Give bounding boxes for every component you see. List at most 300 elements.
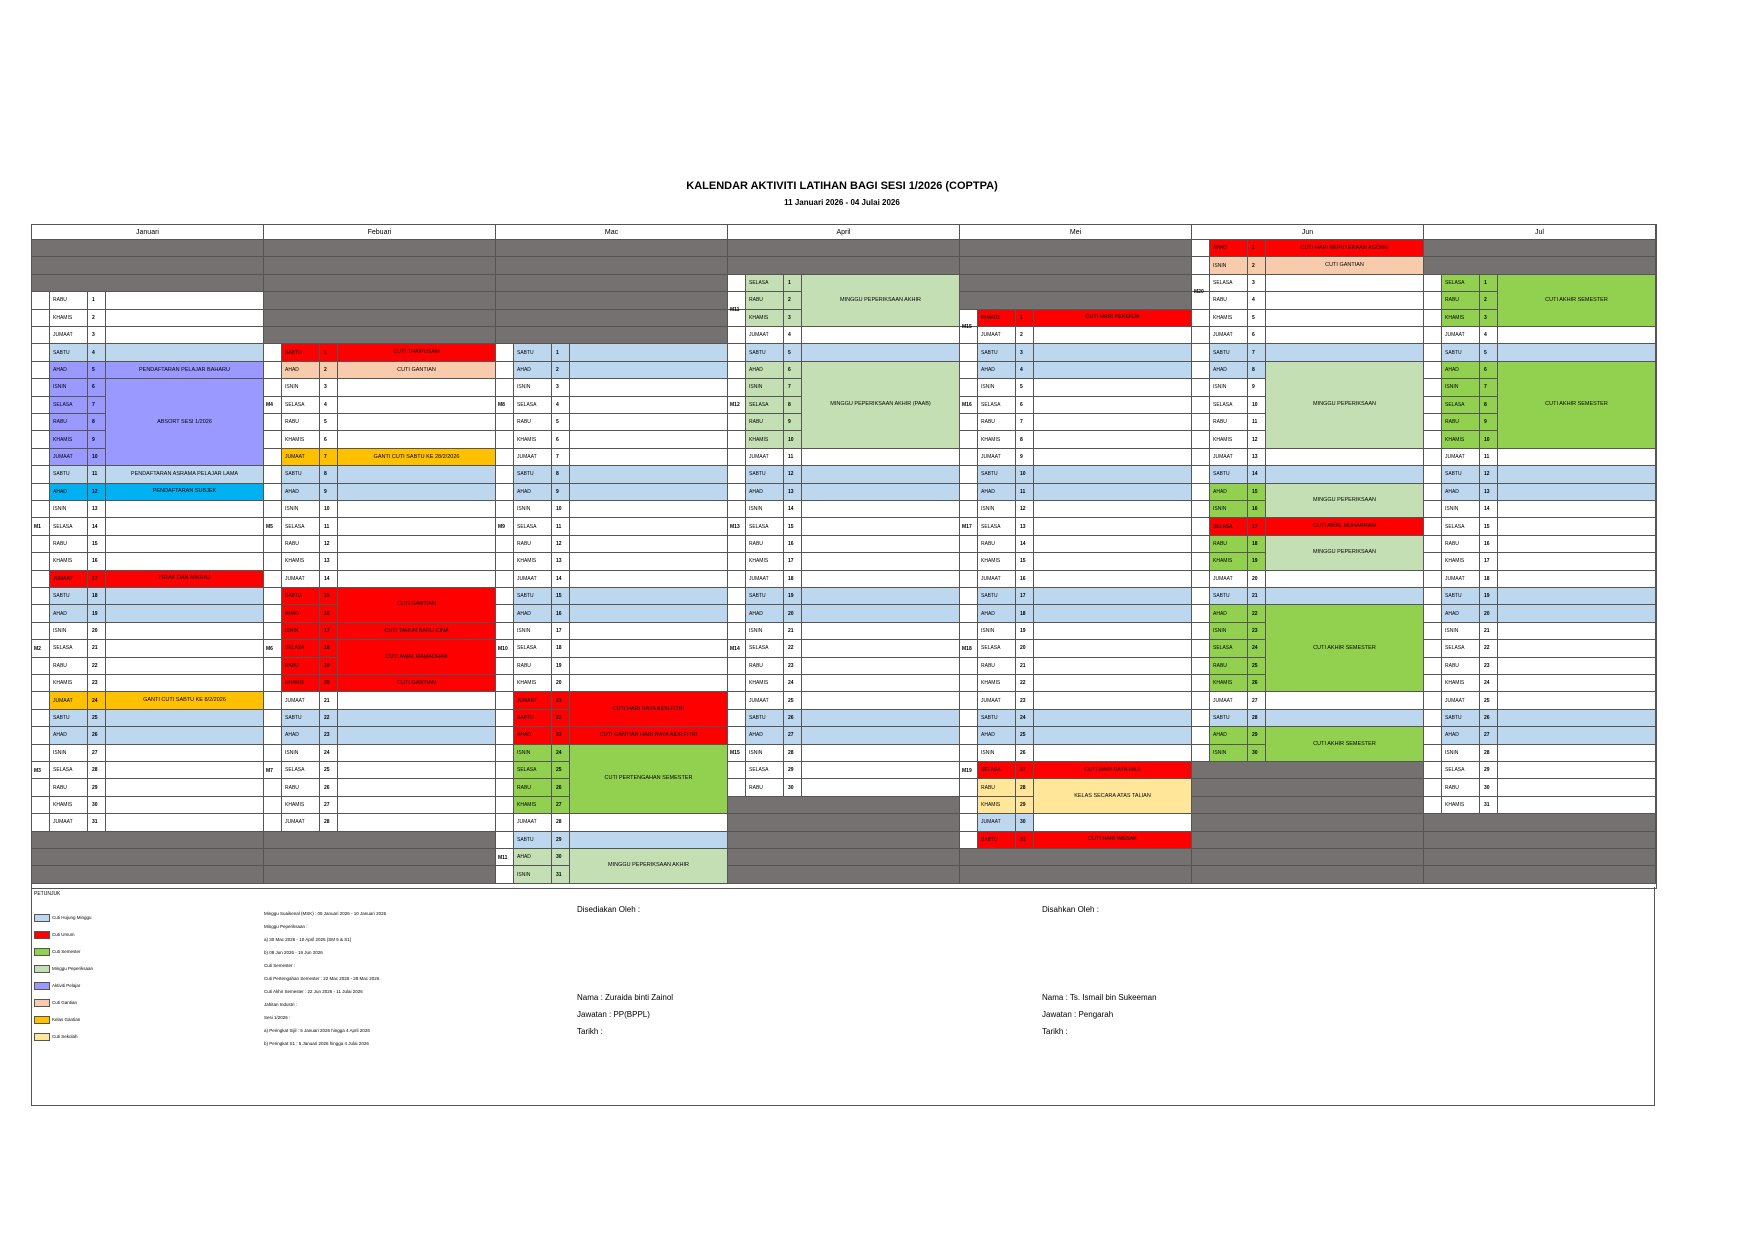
legend-label: Cuti Semester	[52, 949, 81, 954]
week-col-cell	[32, 536, 50, 553]
event-label: CUTI HARI PEKERJA	[1034, 310, 1192, 327]
day-name: AHAD	[1442, 484, 1480, 501]
event-cell-empty	[1034, 344, 1192, 361]
day-name: JUMAAT	[978, 814, 1016, 831]
day-name: SABTU	[282, 710, 320, 727]
date-number: 24	[320, 745, 338, 762]
week-col-cell	[496, 536, 514, 553]
date-number: 21	[1016, 658, 1034, 675]
blank-cell	[1192, 832, 1424, 849]
blank-cell	[1192, 797, 1424, 814]
day-name: RABU	[978, 658, 1016, 675]
day-name: KHAMIS	[1442, 797, 1480, 814]
day-name: SABTU	[1210, 344, 1248, 361]
week-col-cell	[728, 658, 746, 675]
day-name: SELASA	[1210, 518, 1248, 535]
date-number: 20	[320, 675, 338, 692]
date-number: 5	[320, 414, 338, 431]
day-name: SELASA	[514, 397, 552, 414]
day-name: RABU	[50, 779, 88, 796]
day-name: SELASA	[282, 518, 320, 535]
blank-cell	[32, 257, 264, 274]
event-cell-empty	[570, 675, 728, 692]
event-cell-empty	[106, 745, 264, 762]
blank-cell	[728, 832, 960, 849]
week-col-cell	[1424, 466, 1442, 483]
event-cell-empty	[802, 327, 960, 344]
week-col-cell	[32, 814, 50, 831]
date-number: 10	[1480, 431, 1498, 448]
day-name: JUMAAT	[978, 692, 1016, 709]
event-cell-empty	[1034, 536, 1192, 553]
blank-cell	[496, 327, 728, 344]
event-cell-empty	[802, 779, 960, 796]
date-number: 6	[552, 431, 570, 448]
week-col-cell	[496, 866, 514, 883]
date-number: 1	[88, 292, 106, 309]
week-col-cell	[496, 692, 514, 709]
week-col-cell	[496, 379, 514, 396]
date-number: 1	[784, 275, 802, 292]
week-col-cell	[1192, 553, 1210, 570]
date-number: 22	[88, 658, 106, 675]
day-name: SELASA	[1210, 640, 1248, 657]
legend-swatch	[34, 999, 50, 1007]
week-col-cell	[32, 397, 50, 414]
week-label: M8	[498, 402, 505, 409]
date-number: 9	[1480, 414, 1498, 431]
event-label: ISRAK DAN MIKRAJ	[106, 571, 264, 588]
event-cell-empty	[106, 501, 264, 518]
day-name: JUMAAT	[1442, 692, 1480, 709]
date-number: 26	[1016, 745, 1034, 762]
note-line: Jahitan Industri :	[264, 1002, 298, 1007]
day-name: AHAD	[746, 605, 784, 622]
prepared-heading: Disediakan Oleh :	[577, 905, 641, 914]
week-col-cell	[1192, 640, 1210, 657]
event-cell-empty	[106, 344, 264, 361]
day-name: ISNIN	[514, 379, 552, 396]
event-cell-empty	[570, 832, 728, 849]
event-cell-empty	[1266, 466, 1424, 483]
date-number: 14	[552, 571, 570, 588]
date-number: 3	[1248, 275, 1266, 292]
event-cell-empty	[570, 553, 728, 570]
date-number: 23	[1248, 623, 1266, 640]
day-name: SABTU	[978, 466, 1016, 483]
month-header-jul: Jul	[1424, 225, 1656, 240]
date-number: 9	[1248, 379, 1266, 396]
date-number: 21	[1248, 588, 1266, 605]
day-name: JUMAAT	[282, 449, 320, 466]
date-number: 4	[88, 344, 106, 361]
week-col-cell	[960, 553, 978, 570]
day-name: SELASA	[1442, 762, 1480, 779]
event-cell-empty	[1266, 692, 1424, 709]
week-col-cell	[32, 658, 50, 675]
event-cell-empty	[802, 605, 960, 622]
week-col-cell	[960, 710, 978, 727]
day-name: RABU	[1442, 292, 1480, 309]
date-number: 14	[320, 571, 338, 588]
day-name: RABU	[1210, 292, 1248, 309]
day-name: JUMAAT	[282, 692, 320, 709]
blank-cell	[264, 832, 496, 849]
event-cell-empty	[570, 536, 728, 553]
week-col-cell	[1192, 379, 1210, 396]
event-label: CUTI GANTIAN	[338, 362, 496, 379]
week-col-cell	[264, 414, 282, 431]
day-name: KHAMIS	[282, 431, 320, 448]
day-name: JUMAAT	[746, 327, 784, 344]
date-number: 31	[1480, 797, 1498, 814]
event-cell-empty	[802, 466, 960, 483]
week-col-cell	[1424, 745, 1442, 762]
day-name: SELASA	[746, 762, 784, 779]
day-name: SABTU	[746, 710, 784, 727]
day-name: JUMAAT	[1210, 692, 1248, 709]
blank-cell	[32, 849, 264, 866]
legend-label: Minggu Peperiksaan	[52, 966, 94, 971]
event-cell-empty	[338, 397, 496, 414]
legend-item	[34, 1015, 80, 1024]
day-name: RABU	[978, 779, 1016, 796]
date-number: 10	[784, 431, 802, 448]
day-name: RABU	[282, 414, 320, 431]
week-col-cell	[1424, 292, 1442, 309]
week-col-cell	[960, 745, 978, 762]
week-col-cell	[264, 588, 282, 605]
date-number: 11	[320, 518, 338, 535]
legend-item	[34, 1032, 78, 1041]
week-col-cell	[1192, 414, 1210, 431]
week-col-cell	[32, 588, 50, 605]
date-number: 14	[784, 501, 802, 518]
event-cell-empty	[106, 605, 264, 622]
day-name: AHAD	[514, 727, 552, 744]
event-cell-empty	[802, 571, 960, 588]
date-number: 12	[1248, 431, 1266, 448]
date-number: 29	[1248, 727, 1266, 744]
legend-item	[34, 947, 81, 956]
event-cell-empty	[338, 745, 496, 762]
day-name: SABTU	[514, 588, 552, 605]
day-name: JUMAAT	[1442, 571, 1480, 588]
event-cell-empty	[106, 710, 264, 727]
date-number: 25	[1480, 692, 1498, 709]
event-label: CUTI HARI WESAK	[1034, 832, 1192, 849]
day-name: AHAD	[1210, 240, 1248, 257]
event-label: CUTI AKHIR SEMESTER	[1498, 275, 1656, 327]
date-number: 11	[1016, 484, 1034, 501]
week-col-cell	[32, 553, 50, 570]
week-col-cell	[728, 605, 746, 622]
date-number: 27	[320, 797, 338, 814]
day-name: KHAMIS	[1210, 553, 1248, 570]
event-cell-empty	[570, 518, 728, 535]
event-cell-empty	[1498, 675, 1656, 692]
day-name: KHAMIS	[1210, 675, 1248, 692]
day-name: SELASA	[50, 397, 88, 414]
week-col-cell	[1424, 588, 1442, 605]
day-name: JUMAAT	[50, 327, 88, 344]
event-label: CUTI GANTIAN	[338, 675, 496, 692]
date-number: 10	[552, 501, 570, 518]
date-number: 12	[784, 466, 802, 483]
event-cell-empty	[802, 658, 960, 675]
day-name: AHAD	[514, 362, 552, 379]
event-cell-empty	[338, 692, 496, 709]
event-cell-empty	[1034, 692, 1192, 709]
week-col-cell	[496, 658, 514, 675]
date-number: 16	[320, 605, 338, 622]
blank-cell	[1424, 832, 1656, 849]
day-name: ISNIN	[282, 379, 320, 396]
day-name: SABTU	[50, 466, 88, 483]
date-number: 20	[784, 605, 802, 622]
page-subtitle: 11 Januari 2026 - 04 Julai 2026	[784, 198, 900, 207]
legend-swatch	[34, 965, 50, 973]
day-name: ISNIN	[50, 623, 88, 640]
event-label: GANTI CUTI SABTU KE 28/2/2026	[338, 449, 496, 466]
event-cell-empty	[338, 779, 496, 796]
week-col-cell	[496, 762, 514, 779]
note-line: Cuti Akhir Semester : 22 Jun 2026 - 11 Julai 2026	[264, 989, 363, 994]
week-col-cell	[264, 727, 282, 744]
day-name: SELASA	[282, 640, 320, 657]
blank-cell	[1424, 849, 1656, 866]
date-number: 16	[88, 553, 106, 570]
day-name: KHAMIS	[746, 553, 784, 570]
event-cell-empty	[1498, 588, 1656, 605]
day-name: JUMAAT	[514, 692, 552, 709]
day-name: ISNIN	[50, 379, 88, 396]
week-col-cell	[1192, 327, 1210, 344]
day-name: SABTU	[1442, 466, 1480, 483]
day-name: ISNIN	[514, 866, 552, 883]
date-number: 20	[1248, 571, 1266, 588]
blank-cell	[32, 832, 264, 849]
event-cell-empty	[1034, 501, 1192, 518]
week-col-cell	[960, 605, 978, 622]
week-col-cell	[728, 710, 746, 727]
day-name: JUMAAT	[282, 814, 320, 831]
day-name: RABU	[282, 658, 320, 675]
day-name: SABTU	[1442, 710, 1480, 727]
event-cell-empty	[1266, 449, 1424, 466]
day-name: RABU	[1210, 658, 1248, 675]
date-number: 12	[1016, 501, 1034, 518]
day-name: RABU	[50, 536, 88, 553]
date-number: 24	[1248, 640, 1266, 657]
day-name: ISNIN	[514, 623, 552, 640]
date-number: 12	[88, 484, 106, 501]
day-name: SABTU	[1442, 344, 1480, 361]
week-col-cell	[496, 710, 514, 727]
date-number: 26	[784, 710, 802, 727]
date-number: 3	[552, 379, 570, 396]
event-cell-empty	[1034, 397, 1192, 414]
day-name: ISNIN	[282, 623, 320, 640]
blank-cell	[1424, 257, 1656, 274]
day-name: AHAD	[282, 727, 320, 744]
week-col-cell	[32, 310, 50, 327]
date-number: 11	[88, 466, 106, 483]
date-number: 26	[88, 727, 106, 744]
date-number: 4	[784, 327, 802, 344]
day-name: RABU	[1210, 414, 1248, 431]
day-name: SELASA	[1210, 397, 1248, 414]
event-cell-empty	[570, 658, 728, 675]
day-name: KHAMIS	[514, 797, 552, 814]
date-number: 15	[552, 588, 570, 605]
week-col-cell	[32, 379, 50, 396]
day-name: AHAD	[978, 605, 1016, 622]
day-name: SABTU	[1442, 588, 1480, 605]
date-number: 5	[88, 362, 106, 379]
date-number: 31	[88, 814, 106, 831]
day-name: SABTU	[514, 710, 552, 727]
week-label: M3	[34, 767, 41, 774]
week-col-cell	[264, 623, 282, 640]
month-header-jun: Jun	[1192, 225, 1424, 240]
date-number: 15	[784, 518, 802, 535]
week-col-cell	[496, 362, 514, 379]
date-number: 3	[1016, 344, 1034, 361]
week-col-cell	[1424, 397, 1442, 414]
note-line: Minggu Suaikenal (MSK) : 05 Januari 2026 - 10 Januari 2026	[264, 911, 387, 916]
day-name: ISNIN	[978, 745, 1016, 762]
day-name: SELASA	[1210, 275, 1248, 292]
week-col-cell	[1192, 344, 1210, 361]
week-col-cell	[960, 814, 978, 831]
date-number: 2	[784, 292, 802, 309]
event-cell-empty	[570, 362, 728, 379]
date-number: 26	[1480, 710, 1498, 727]
week-col-cell	[1424, 414, 1442, 431]
day-name: JUMAAT	[514, 571, 552, 588]
date-number: 14	[1248, 466, 1266, 483]
week-label: M15	[962, 324, 972, 330]
event-cell-empty	[802, 588, 960, 605]
date-number: 8	[1016, 431, 1034, 448]
week-col-cell	[32, 449, 50, 466]
week-col-cell	[1192, 623, 1210, 640]
date-number: 4	[1016, 362, 1034, 379]
date-number: 14	[88, 518, 106, 535]
date-number: 20	[88, 623, 106, 640]
month-header-januari: Januari	[32, 225, 264, 240]
week-col-cell	[264, 779, 282, 796]
blank-cell	[728, 866, 960, 883]
event-cell-empty	[1266, 310, 1424, 327]
event-cell-empty	[570, 449, 728, 466]
blank-cell	[960, 866, 1192, 883]
day-name: RABU	[514, 658, 552, 675]
event-cell-empty	[570, 814, 728, 831]
event-cell-empty	[1034, 449, 1192, 466]
date-number: 2	[1016, 327, 1034, 344]
week-col-cell	[1192, 710, 1210, 727]
event-cell-empty	[1034, 605, 1192, 622]
blank-cell	[960, 275, 1192, 292]
date-number: 29	[552, 832, 570, 849]
week-col-cell	[728, 779, 746, 796]
date-number: 1	[1016, 310, 1034, 327]
event-label: CUTI HARI RAYA AIDILFITRI	[570, 692, 728, 727]
week-col-cell	[32, 779, 50, 796]
week-col-cell	[496, 605, 514, 622]
date-number: 10	[320, 501, 338, 518]
date-number: 17	[1248, 518, 1266, 535]
week-col-cell	[728, 762, 746, 779]
day-name: SELASA	[514, 518, 552, 535]
date-number: 18	[552, 640, 570, 657]
day-name: KHAMIS	[514, 675, 552, 692]
date-number: 14	[1016, 536, 1034, 553]
event-cell-empty	[802, 675, 960, 692]
day-name: SELASA	[50, 518, 88, 535]
week-col-cell	[32, 797, 50, 814]
day-name: AHAD	[50, 605, 88, 622]
week-col-cell	[1424, 501, 1442, 518]
event-label: MINGGU PEPERIKSAAN AKHIR	[802, 275, 960, 327]
blank-cell	[264, 240, 496, 257]
blank-cell	[728, 797, 960, 814]
day-name: SELASA	[282, 397, 320, 414]
event-cell-empty	[1266, 327, 1424, 344]
date-number: 6	[88, 379, 106, 396]
date-number: 7	[1016, 414, 1034, 431]
blank-cell	[1192, 762, 1424, 779]
event-label: MINGGU PEPERIKSAAN	[1266, 536, 1424, 571]
event-cell-empty	[570, 623, 728, 640]
date-number: 18	[1480, 571, 1498, 588]
week-col-cell	[1192, 449, 1210, 466]
event-cell-empty	[106, 310, 264, 327]
day-name: KHAMIS	[978, 310, 1016, 327]
event-cell-empty	[106, 658, 264, 675]
week-col-cell	[1192, 310, 1210, 327]
week-col-cell	[1424, 797, 1442, 814]
week-col-cell	[264, 344, 282, 361]
week-col-cell	[728, 466, 746, 483]
date-number: 3	[320, 379, 338, 396]
week-col-cell	[32, 484, 50, 501]
week-col-cell	[1424, 553, 1442, 570]
note-line: a) 30 Mac 2026 - 10 April 2026 (SM 5 & S1)	[264, 937, 352, 942]
event-cell-empty	[106, 588, 264, 605]
day-name: AHAD	[1210, 605, 1248, 622]
day-name: RABU	[514, 779, 552, 796]
day-name: RABU	[746, 658, 784, 675]
event-cell-empty	[338, 501, 496, 518]
date-number: 9	[88, 431, 106, 448]
month-header-febuari: Febuari	[264, 225, 496, 240]
event-label: GANTI CUTI SABTU KE 8/2/2026	[106, 692, 264, 709]
week-label: M15	[730, 750, 740, 757]
date-number: 25	[320, 762, 338, 779]
event-cell-empty	[1034, 727, 1192, 744]
week-col-cell	[32, 710, 50, 727]
day-name: RABU	[978, 536, 1016, 553]
blank-cell	[32, 275, 264, 292]
day-name: RABU	[282, 779, 320, 796]
event-cell-empty	[802, 623, 960, 640]
date-number: 9	[552, 484, 570, 501]
week-col-cell	[264, 431, 282, 448]
event-cell-empty	[802, 692, 960, 709]
